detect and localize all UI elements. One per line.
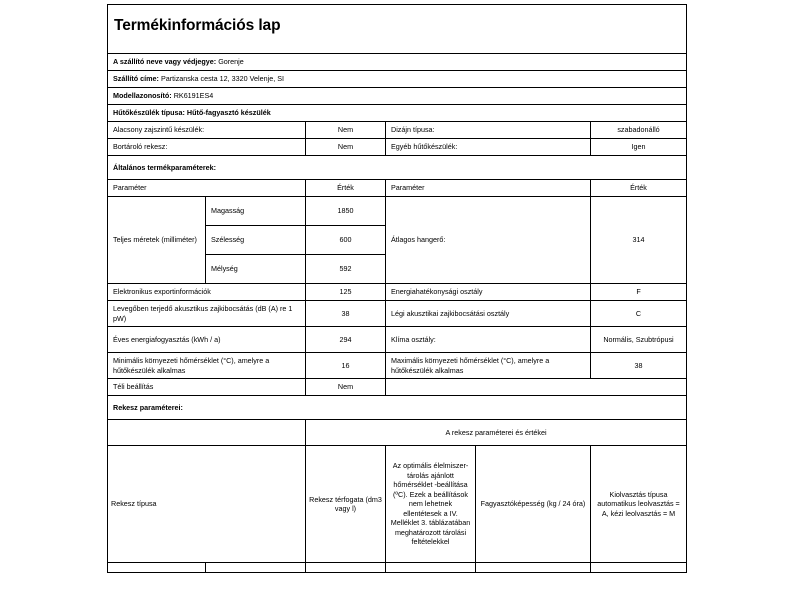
- compartment-cut-cell: [108, 563, 206, 573]
- average-noise-label: Átlagos hangerő:: [386, 197, 591, 284]
- product-information-table: [107, 4, 687, 573]
- annual-energy-consumption-value: 294: [306, 327, 386, 353]
- model-identifier-label: Modellazonosító:: [113, 91, 172, 101]
- compartment-type-header: Rekesz típusa: [108, 446, 306, 563]
- design-type-value: szabadonálló: [591, 122, 687, 139]
- low-noise-label: Alacsony zajszintű készülék:: [108, 122, 306, 139]
- model-identifier-row: [108, 88, 687, 105]
- general-data-row: [108, 301, 687, 327]
- energy-efficiency-class-value: F: [591, 284, 687, 301]
- winter-setting-label: Téli beállítás: [108, 379, 306, 396]
- appliance-type-label: Hűtőkészülék típusa:: [113, 108, 185, 118]
- annual-energy-consumption-label: Éves energiafogyasztás (kWh / a): [108, 327, 306, 353]
- climate-class-label: Klíma osztály:: [386, 327, 591, 353]
- compartment-data-row-cutoff: [108, 563, 687, 573]
- page-title: Termékinformációs lap: [114, 17, 281, 35]
- min-ambient-temperature-label: Minimális környezeti hőmérséklet (°C), amelyre a hűtőkészülék alkalmas: [108, 353, 306, 379]
- supplier-name-row: [108, 54, 687, 71]
- supplier-address-value: Partizanska cesta 12, 3320 Velenje, SI: [160, 74, 285, 84]
- compartment-recommended-temperature-header: Az optimális élelmiszer-tárolás ajánlott hőmérséklet -beállítása (ºC). Ezek a beállítások nem lehetnek ellentétesek a IV. Melléklet 3. táblázatában meghatározott tárolási feltételekkel: [386, 446, 476, 563]
- design-type-label: Dizájn típusa:: [386, 122, 591, 139]
- airborne-noise-value: 38: [306, 301, 386, 327]
- energy-efficiency-class-label: Energiahatékonysági osztály: [386, 284, 591, 301]
- general-data-row: [108, 284, 687, 301]
- climate-class-value: Normális, Szubtrópusi: [591, 327, 687, 353]
- dimension-value-height: 1850: [306, 197, 386, 226]
- general-parameters-section-title: Általános termékparaméterek:: [108, 156, 687, 180]
- title-row: [108, 5, 687, 54]
- winter-setting-value: Nem: [306, 379, 386, 396]
- compartment-volume-header: Rekesz térfogata (dm3 vagy l): [306, 446, 386, 563]
- dimension-row-height: [108, 197, 687, 226]
- wine-storage-label: Bortároló rekesz:: [108, 139, 306, 156]
- low-noise-value: Nem: [306, 122, 386, 139]
- dimension-value-width: 600: [306, 226, 386, 255]
- title-cell: [108, 5, 687, 54]
- appliance-type-row: [108, 105, 687, 122]
- compartment-cut-cell: [591, 563, 687, 573]
- model-identifier-cell: [108, 88, 687, 105]
- header-value-left: Érték: [306, 180, 386, 197]
- compartment-defrost-type-header: Kiolvasztás típusa automatikus leolvasztás = A, kézi leolvasztás = M: [591, 446, 687, 563]
- header-parameter-right: Paraméter: [386, 180, 591, 197]
- compartment-group-header: A rekesz paraméterei és értékei: [306, 420, 687, 446]
- airborne-noise-class-value: C: [591, 301, 687, 327]
- compartment-section-row: [108, 396, 687, 420]
- compartment-cut-cell: [476, 563, 591, 573]
- overall-dimensions-label: Teljes méretek (milliméter): [108, 197, 206, 284]
- compartment-cut-cell: [206, 563, 306, 573]
- export-information-label: Elektronikus exportinformációk: [108, 284, 306, 301]
- supplier-address-label: Szállító címe:: [113, 74, 159, 84]
- max-ambient-temperature-value: 38: [591, 353, 687, 379]
- compartment-cut-cell: [306, 563, 386, 573]
- general-parameters-section-row: [108, 156, 687, 180]
- general-data-row: [108, 353, 687, 379]
- model-identifier-value: RK6191ES4: [173, 91, 214, 101]
- winter-setting-empty-cell: [386, 379, 687, 396]
- airborne-noise-class-label: Légi akusztikai zajkibocsátási osztály: [386, 301, 591, 327]
- other-refrigerating-value: Igen: [591, 139, 687, 156]
- compartment-group-header-row: [108, 420, 687, 446]
- supplier-name-cell: [108, 54, 687, 71]
- product-fiche-sheet: [107, 4, 686, 573]
- min-ambient-temperature-value: 16: [306, 353, 386, 379]
- compartment-freezing-capacity-header: Fagyasztóképesség (kg / 24 óra): [476, 446, 591, 563]
- header-value-right: Érték: [591, 180, 687, 197]
- appliance-type-value: Hűtő-fagyasztó készülék: [186, 108, 271, 118]
- dimension-name-height: Magasság: [206, 197, 306, 226]
- compartment-cut-cell: [386, 563, 476, 573]
- other-refrigerating-label: Egyéb hűtőkészülék:: [386, 139, 591, 156]
- attribute-row: [108, 139, 687, 156]
- compartment-section-title: Rekesz paraméterei:: [108, 396, 687, 420]
- airborne-noise-label: Levegőben terjedő akusztikus zajkibocsátás (dB (A) re 1 pW): [108, 301, 306, 327]
- supplier-address-cell: [108, 71, 687, 88]
- supplier-name-label: A szállító neve vagy védjegye:: [113, 57, 217, 67]
- compartment-column-header-row: [108, 446, 687, 563]
- supplier-address-row: [108, 71, 687, 88]
- supplier-name-value: Gorenje: [218, 57, 244, 67]
- attribute-row: [108, 122, 687, 139]
- general-data-row: [108, 379, 687, 396]
- dimension-name-depth: Mélység: [206, 255, 306, 284]
- general-header-row: [108, 180, 687, 197]
- max-ambient-temperature-label: Maximális környezeti hőmérséklet (°C), amelyre a hűtőkészülék alkalmas: [386, 353, 591, 379]
- dimension-name-width: Szélesség: [206, 226, 306, 255]
- header-parameter-left: Paraméter: [108, 180, 306, 197]
- wine-storage-value: Nem: [306, 139, 386, 156]
- general-data-row: [108, 327, 687, 353]
- average-noise-value: 314: [591, 197, 687, 284]
- dimension-value-depth: 592: [306, 255, 386, 284]
- appliance-type-cell: [108, 105, 687, 122]
- export-information-value: 125: [306, 284, 386, 301]
- compartment-group-empty-cell: [108, 420, 306, 446]
